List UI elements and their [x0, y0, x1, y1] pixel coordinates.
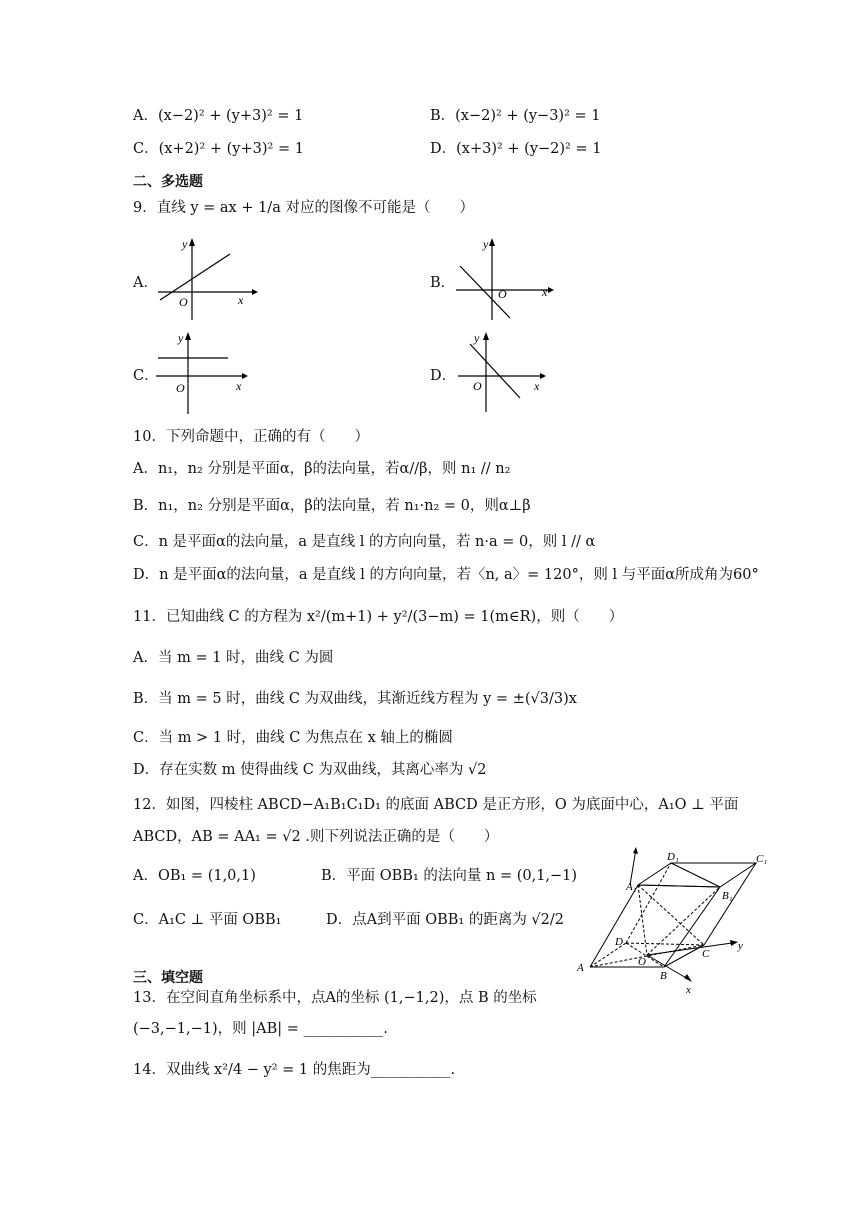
- label-d: D: [615, 936, 623, 948]
- label-a1: A₁: [626, 881, 637, 893]
- q11-option-d: D．存在实数 m 使得曲线 C 为双曲线，其离心率为 √2: [133, 762, 487, 778]
- label-c1: C₁: [756, 853, 768, 865]
- section-heading-fill: 三、填空题: [133, 970, 203, 986]
- question-9: 9．直线 y = ax + 1/a 对应的图像不可能是（ ）: [133, 200, 474, 216]
- axis-x-label: x: [534, 379, 540, 393]
- origin-label: O: [176, 381, 185, 395]
- label-a: A: [577, 962, 584, 974]
- q12-option-d: D．点A到平面 OBB₁ 的距离为 √2/2: [326, 912, 565, 928]
- q9-graph-a: [152, 232, 262, 322]
- q9-graph-b: [450, 232, 560, 322]
- prism-diagram: [572, 845, 782, 995]
- axis-y-label: y: [474, 331, 480, 345]
- question-12: 12．如图，四棱柱 ABCD−A₁B₁C₁D₁ 的底面 ABCD 是正方形，O 为底面中心，A₁O ⊥ 平面: [133, 797, 739, 813]
- q8-option-c: C．(x+2)² + (y+3)² = 1: [133, 141, 304, 157]
- q8-option-a: A．(x−2)² + (y+3)² = 1: [133, 108, 304, 124]
- axis-y-label: y: [483, 237, 489, 251]
- q12-option-b: B．平面 OBB₁ 的法向量 n = (0,1,−1): [321, 868, 578, 884]
- axis-y-label: y: [178, 331, 184, 345]
- q9-option-c-label: C．: [133, 368, 159, 384]
- q10-option-b: B．n₁，n₂ 分别是平面α，β的法向量，若 n₁·n₂ = 0，则α⊥β: [133, 498, 531, 514]
- q10-option-d: D．n 是平面α的法向量，a 是直线 l 的方向向量，若〈n, a〉= 120°，则 l 与平面α所成角为60°: [133, 567, 759, 583]
- origin-label: O: [473, 379, 482, 393]
- q9-option-d-label: D．: [430, 368, 457, 384]
- question-10: 10．下列命题中，正确的有（ ）: [133, 429, 369, 445]
- q10-option-c: C．n 是平面α的法向量，a 是直线 l 的方向向量，若 n·a = 0，则 l // α: [133, 534, 596, 550]
- axis-y-label: y: [182, 237, 188, 251]
- question-12-cont: ABCD，AB = AA₁ = √2 .则下列说法正确的是（ ）: [133, 829, 499, 845]
- axis-x-label: x: [238, 293, 244, 307]
- q12-option-c: C．A₁C ⊥ 平面 OBB₁: [133, 912, 282, 928]
- q9-option-b-label: B．: [430, 275, 456, 291]
- label-d1: D₁: [667, 851, 679, 863]
- q11-option-c: C．当 m > 1 时，曲线 C 为焦点在 x 轴上的椭圆: [133, 730, 453, 746]
- q10-option-a: A．n₁，n₂ 分别是平面α，β的法向量，若α//β，则 n₁ // n₂: [133, 461, 511, 477]
- label-y-axis: y: [738, 940, 743, 952]
- axis-x-label: x: [542, 285, 548, 299]
- question-14: 14．双曲线 x²/4 − y² = 1 的焦距为___________.: [133, 1062, 456, 1078]
- q11-option-b: B．当 m = 5 时，曲线 C 为双曲线，其渐近线方程为 y = ±(√3/3)x: [133, 691, 577, 707]
- axis-x-label: x: [236, 379, 242, 393]
- q8-option-d: D．(x+3)² + (y−2)² = 1: [430, 141, 602, 157]
- label-o: O: [638, 956, 646, 968]
- origin-label: O: [179, 295, 188, 309]
- q9-graph-c: [152, 328, 262, 418]
- q8-option-b: B．(x−2)² + (y−3)² = 1: [430, 108, 601, 124]
- section-heading-multi: 二、多选题: [133, 174, 203, 190]
- question-13: 13．在空间直角坐标系中，点A的坐标 (1,−1,2)，点 B 的坐标: [133, 990, 537, 1006]
- q11-option-a: A．当 m = 1 时，曲线 C 为圆: [133, 650, 334, 666]
- label-x-axis: x: [686, 984, 691, 995]
- q12-option-a: A．OB₁ = (1,0,1): [133, 868, 256, 884]
- label-b1: B₁: [722, 890, 733, 902]
- label-c: C: [702, 948, 710, 960]
- origin-label: O: [498, 287, 507, 301]
- q9-option-a-label: A．: [133, 275, 158, 291]
- question-13-cont: (−3,−1,−1)，则 |AB| = ___________.: [133, 1021, 388, 1037]
- q9-graph-d: [452, 326, 562, 416]
- label-b: B: [660, 970, 667, 982]
- question-11: 11．已知曲线 C 的方程为 x²/(m+1) + y²/(3−m) = 1(m∈R)，则（ ）: [133, 609, 624, 625]
